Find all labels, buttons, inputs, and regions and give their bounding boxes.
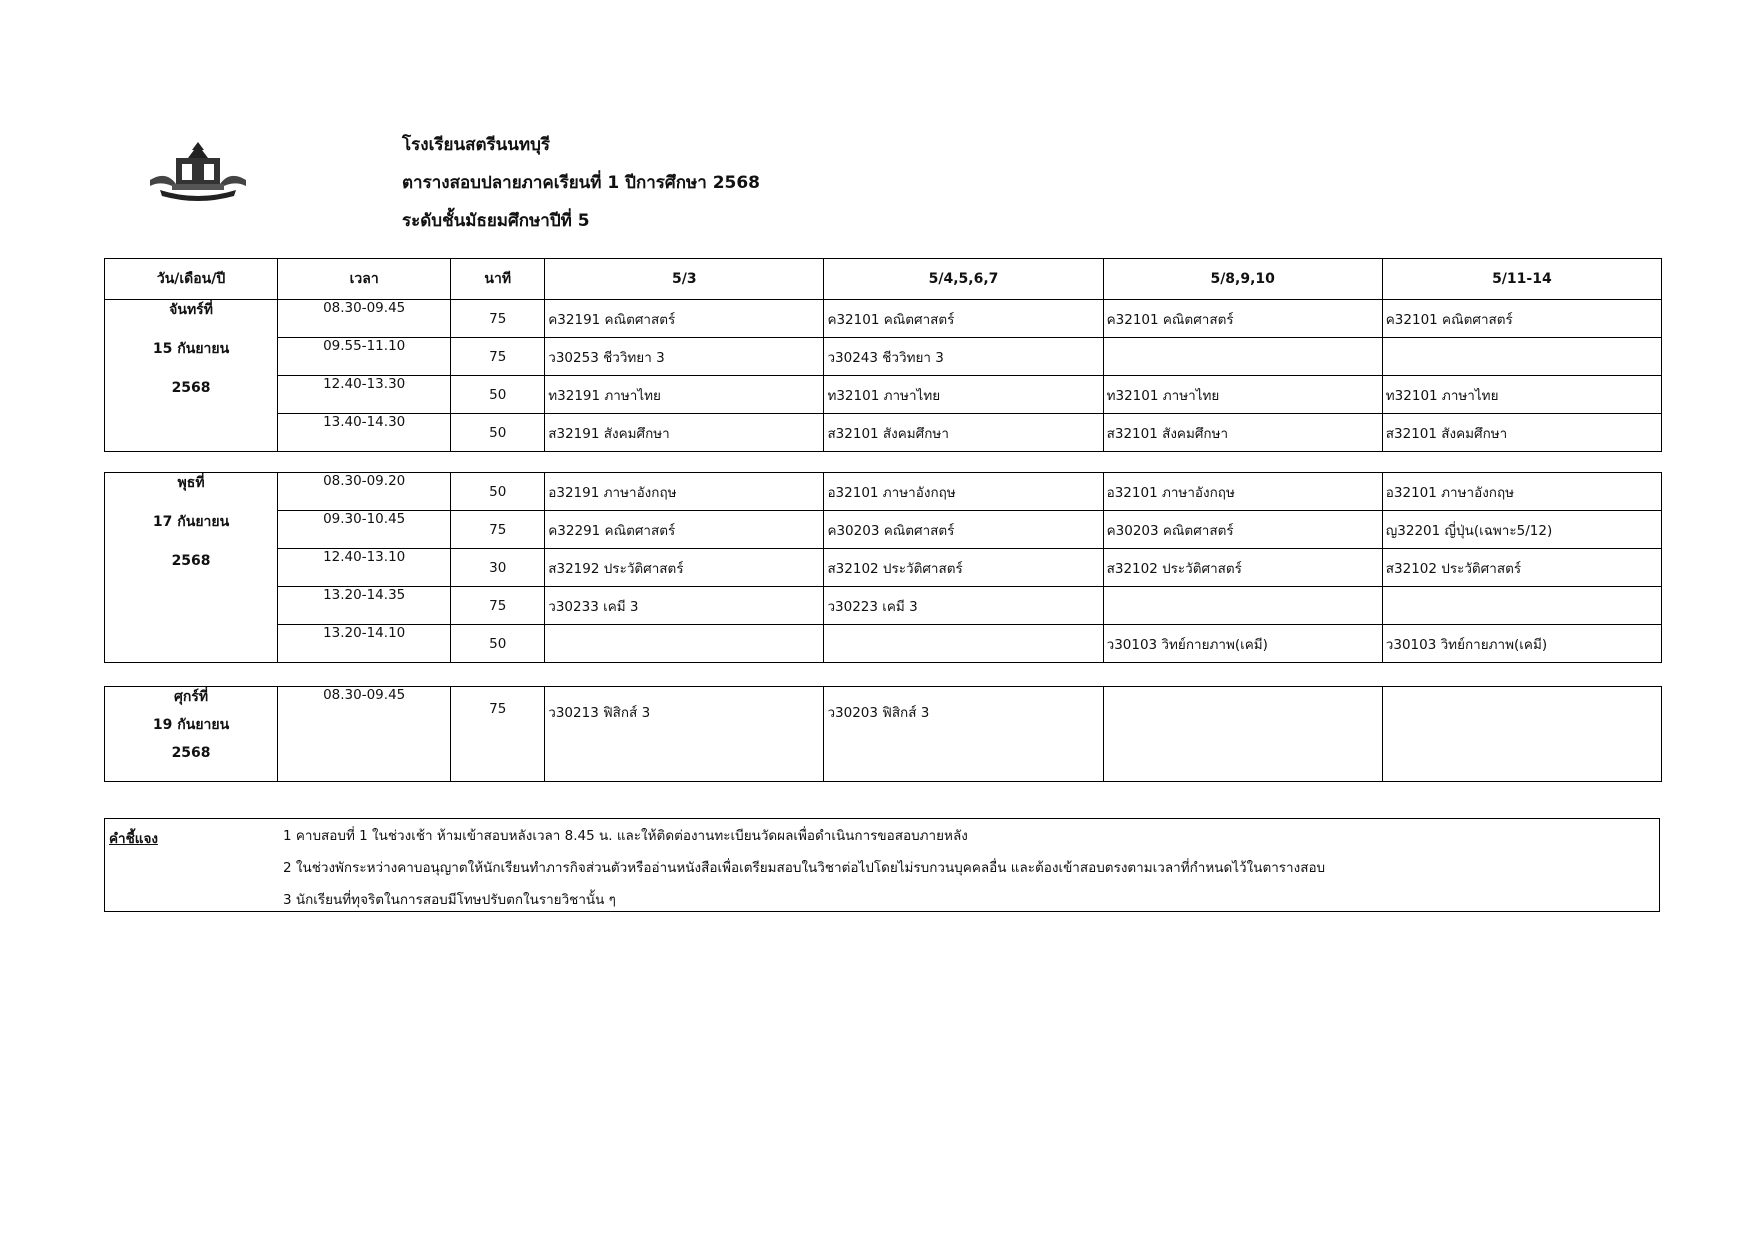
minutes-cell: 75 (451, 687, 545, 782)
subject-cell (545, 625, 824, 663)
subject-cell: ท32101 ภาษาไทย (824, 376, 1103, 414)
day-name: ศุกร์ที่ (173, 689, 209, 705)
subject-cell: ว30253 ชีววิทยา 3 (545, 338, 824, 376)
day-name: พุธที่ (177, 475, 205, 491)
subject-cell: ว30223 เคมี 3 (824, 587, 1103, 625)
table-row (105, 549, 1662, 587)
subject-cell: ค32191 คณิตศาสตร์ (545, 300, 824, 338)
table-row (105, 587, 1662, 625)
subject-cell: อ32101 ภาษาอังกฤษ (1382, 473, 1661, 511)
minutes-cell: 50 (451, 414, 545, 452)
subject-cell (1382, 338, 1661, 376)
subject-cell: ส32101 สังคมศึกษา (1103, 414, 1382, 452)
day-date: 15 กันยายน (152, 341, 230, 357)
exam-table-monday (104, 258, 1662, 452)
subject-cell: ส32192 ประวัติศาสตร์ (545, 549, 824, 587)
subject-cell: ว30233 เคมี 3 (545, 587, 824, 625)
column-header: นาที (451, 259, 545, 300)
subject-cell: ส32101 สังคมศึกษา (824, 414, 1103, 452)
subject-cell: ค32101 คณิตศาสตร์ (1103, 300, 1382, 338)
grade-level: ระดับชั้นมัธยมศึกษาปีที่ 5 (402, 211, 590, 231)
table-header-row (105, 259, 1662, 300)
time-cell: 08.30-09.45 (278, 300, 451, 338)
day-cell (105, 687, 278, 782)
subject-cell: ว30203 ฟิสิกส์ 3 (824, 687, 1103, 782)
subject-cell: ค32101 คณิตศาสตร์ (1382, 300, 1661, 338)
subject-cell: ญ32201 ญี่ปุ่น(เฉพาะ5/12) (1382, 511, 1661, 549)
minutes-cell: 30 (451, 549, 545, 587)
column-header: 5/8,9,10 (1103, 259, 1382, 300)
document-title: ตารางสอบปลายภาคเรียนที่ 1 ปีการศึกษา 2568 (402, 173, 761, 193)
subject-cell: ว30243 ชีววิทยา 3 (824, 338, 1103, 376)
subject-cell: ค30203 คณิตศาสตร์ (824, 511, 1103, 549)
subject-cell: ค30203 คณิตศาสตร์ (1103, 511, 1382, 549)
school-name: โรงเรียนสตรีนนทบุรี (402, 135, 551, 155)
day-year: 2568 (171, 553, 211, 569)
time-cell: 13.20-14.10 (278, 625, 451, 663)
subject-cell: อ32191 ภาษาอังกฤษ (545, 473, 824, 511)
day-cell (105, 473, 278, 663)
column-header: 5/11-14 (1382, 259, 1661, 300)
time-cell: 13.40-14.30 (278, 414, 451, 452)
subject-cell (1382, 687, 1661, 782)
table-row (105, 511, 1662, 549)
minutes-cell: 75 (451, 587, 545, 625)
subject-cell (1103, 687, 1382, 782)
subject-cell: ส32102 ประวัติศาสตร์ (824, 549, 1103, 587)
subject-cell: ท32191 ภาษาไทย (545, 376, 824, 414)
day-date: 17 กันยายน (152, 514, 230, 530)
subject-cell (1382, 587, 1661, 625)
column-header: 5/4,5,6,7 (824, 259, 1103, 300)
time-cell: 08.30-09.45 (278, 687, 451, 782)
table-row (105, 625, 1662, 663)
time-cell: 09.55-11.10 (278, 338, 451, 376)
subject-cell: ค32291 คณิตศาสตร์ (545, 511, 824, 549)
day-name: จันทร์ที่ (169, 302, 213, 318)
subject-cell: อ32101 ภาษาอังกฤษ (824, 473, 1103, 511)
table-row (105, 473, 1662, 511)
minutes-cell: 50 (451, 473, 545, 511)
subject-cell: ท32101 ภาษาไทย (1382, 376, 1661, 414)
subject-cell: ว30213 ฟิสิกส์ 3 (545, 687, 824, 782)
subject-cell: ส32101 สังคมศึกษา (1382, 414, 1661, 452)
subject-cell: ว30103 วิทย์กายภาพ(เคมี) (1382, 625, 1661, 663)
subject-cell: ท32101 ภาษาไทย (1103, 376, 1382, 414)
subject-cell: อ32101 ภาษาอังกฤษ (1103, 473, 1382, 511)
time-cell: 08.30-09.20 (278, 473, 451, 511)
exam-table-wednesday (104, 472, 1662, 663)
day-year: 2568 (171, 380, 211, 396)
column-header: เวลา (278, 259, 451, 300)
column-header: 5/3 (545, 259, 824, 300)
subject-cell (1103, 338, 1382, 376)
table-row (105, 300, 1662, 338)
column-header: วัน/เดือน/ปี (105, 259, 278, 300)
subject-cell: ว30103 วิทย์กายภาพ(เคมี) (1103, 625, 1382, 663)
minutes-cell: 75 (451, 338, 545, 376)
time-cell: 13.20-14.35 (278, 587, 451, 625)
table-row (105, 376, 1662, 414)
subject-cell: ส32102 ประวัติศาสตร์ (1382, 549, 1661, 587)
minutes-cell: 75 (451, 300, 545, 338)
notes-label: คำชี้แจง (109, 831, 158, 847)
subject-cell: ส32191 สังคมศึกษา (545, 414, 824, 452)
note-item: 3 นักเรียนที่ทุจริตในการสอบมีโทษปรับตกในรายวิชานั้น ๆ (283, 892, 616, 908)
table-row (105, 414, 1662, 452)
time-cell: 12.40-13.30 (278, 376, 451, 414)
time-cell: 12.40-13.10 (278, 549, 451, 587)
note-item: 2 ในช่วงพักระหว่างคาบอนุญาตให้นักเรียนทำภารกิจส่วนตัวหรืออ่านหนังสือเพื่อเตรียมสอบในวิชาต่อไปโดยไม่รบกวนบุคคลอื่น และต้องเข้าสอบตรงตามเวลาที่กำหนดไว้ในตารางสอบ (283, 860, 1326, 876)
day-year: 2568 (171, 745, 211, 761)
table-row (105, 687, 1662, 782)
subject-cell: ส32102 ประวัติศาสตร์ (1103, 549, 1382, 587)
subject-cell (824, 625, 1103, 663)
school-logo (146, 140, 250, 204)
minutes-cell: 50 (451, 625, 545, 663)
day-cell (105, 300, 278, 452)
table-row (105, 338, 1662, 376)
subject-cell: ค32101 คณิตศาสตร์ (824, 300, 1103, 338)
time-cell: 09.30-10.45 (278, 511, 451, 549)
notes-box (104, 818, 1660, 912)
document-header (402, 132, 760, 246)
notes-list (283, 827, 1325, 923)
exam-table-friday (104, 686, 1662, 782)
minutes-cell: 75 (451, 511, 545, 549)
day-date: 19 กันยายน (152, 717, 230, 733)
subject-cell (1103, 587, 1382, 625)
note-item: 1 คาบสอบที่ 1 ในช่วงเช้า ห้ามเข้าสอบหลังเวลา 8.45 น. และให้ติดต่องานทะเบียนวัดผลเพื่อดำเนินการขอสอบภายหลัง (283, 828, 968, 844)
minutes-cell: 50 (451, 376, 545, 414)
